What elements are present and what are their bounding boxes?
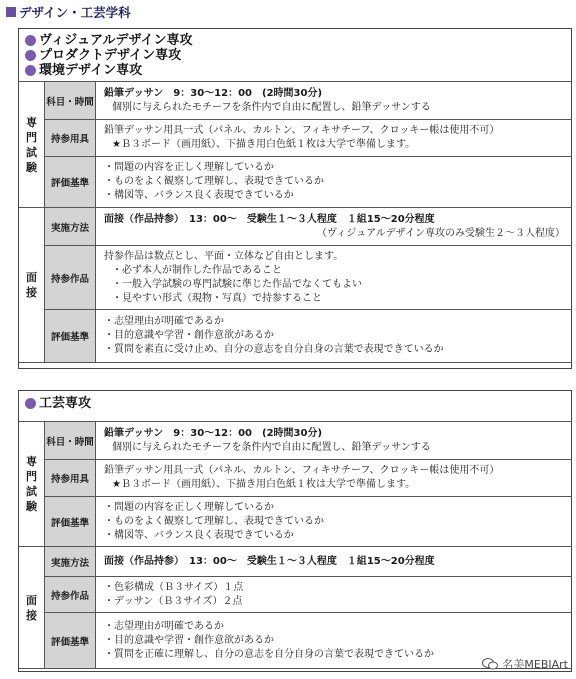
table-row	[19, 497, 571, 547]
table-row	[19, 82, 571, 120]
section-visual-product-environment	[18, 28, 572, 369]
row-content: 鉛筆デッサン用具一式（パネル、カルトン、フィキサチーフ、クロッキー帳は使用不可） ★Ｂ３ボード（画用紙）、下描き用白色紙１枚は大学で準備します。	[96, 460, 572, 497]
exam-table	[19, 81, 571, 363]
row-label: 実施方法	[45, 208, 96, 246]
row-label: 科目・時間	[45, 82, 96, 120]
row-content: ・問題の内容を正しく理解しているか ・ものをよく観察して理解し、表現できているか ・構図等、バランス良く表現できているか	[96, 157, 572, 208]
major-list	[19, 391, 571, 421]
row-label: 持参用具	[45, 120, 96, 157]
table-row	[19, 460, 571, 497]
table-row	[19, 157, 571, 208]
row-content: 持参作品は数点とし、平面・立体など自由とします。 ・必ず本人が制作した作品であること ・一般入学試験の専門試験に準じた作品でなくてもよい ・見やすい形式（現物・写真）で持参すること	[96, 246, 572, 310]
specialty-exam-category: 専門試験	[19, 82, 45, 208]
row-content: 鉛筆デッサン用具一式（パネル、カルトン、フィキサチーフ、クロッキー帳は使用不可） ★Ｂ３ボード（画用紙）、下描き用白色紙１枚は大学で準備します。	[96, 120, 572, 157]
specialty-exam-category: 専門試験	[19, 422, 45, 547]
major-item: 工芸専攻	[25, 396, 571, 411]
table-row	[19, 120, 571, 157]
row-content: 鉛筆デッサン 9：30～12：00 (2時間30分) 個別に与えられたモチーフを条件内で自由に配置し、鉛筆デッサンする	[96, 82, 572, 120]
exam-table	[19, 421, 571, 669]
row-label: 科目・時間	[45, 422, 96, 460]
row-content: ・問題の内容を正しく理解しているか ・ものをよく観察して理解し、表現できているか ・構図等、バランス良く表現できているか	[96, 497, 572, 547]
row-label: 持参作品	[45, 246, 96, 310]
wechat-icon	[482, 658, 498, 670]
watermark-text: 名美MEBIArt	[502, 658, 568, 671]
row-label: 評価基準	[45, 157, 96, 208]
row-content: ・志望理由が明確であるか ・目的意識や学習・創作意欲があるか ・質問を正確に理解し、自分の意志を自分自身の言葉で表現できているか	[96, 613, 572, 669]
major-item: プロダクトデザイン専攻	[25, 48, 571, 63]
row-label: 評価基準	[45, 613, 96, 669]
bullet-dot-icon	[25, 50, 36, 61]
major-list	[19, 29, 571, 81]
row-label: 実施方法	[45, 547, 96, 577]
section-crafts	[18, 390, 572, 672]
row-content: ・志望理由が明確であるか ・目的意識や学習・創作意欲があるか ・質問を素直に受け止め、自分の意志を自分自身の言葉で表現できているか	[96, 310, 572, 363]
table-row	[19, 208, 571, 246]
page-heading	[6, 3, 131, 21]
heading-square-icon	[6, 7, 16, 17]
table-row	[19, 310, 571, 363]
table-row	[19, 577, 571, 613]
major-item: 環境デザイン専攻	[25, 63, 571, 78]
row-label: 評価基準	[45, 310, 96, 363]
row-content: 鉛筆デッサン 9：30～12：00 (2時間30分) 個別に与えられたモチーフを条件内で自由に配置し、鉛筆デッサンする	[96, 422, 572, 460]
watermark	[482, 656, 568, 672]
interview-category: 面接	[19, 547, 45, 669]
row-label: 評価基準	[45, 497, 96, 547]
page-title: デザイン・工芸学科	[19, 5, 131, 20]
row-content: 面接（作品持参） 13：00～ 受験生１～３人程度 １組15～20分程度 （ヴィジュアルデザイン専攻のみ受験生２～３人程度）	[96, 208, 572, 246]
major-item: ヴィジュアルデザイン専攻	[25, 33, 571, 48]
row-content: ・色彩構成（Ｂ３サイズ）１点 ・デッサン（Ｂ３サイズ）２点	[96, 577, 572, 613]
row-content: 面接（作品持参） 13：00～ 受験生１～３人程度 １組15～20分程度	[96, 547, 572, 577]
table-row	[19, 422, 571, 460]
row-label: 持参用具	[45, 460, 96, 497]
table-row	[19, 547, 571, 577]
bullet-dot-icon	[25, 35, 36, 46]
interview-category: 面接	[19, 208, 45, 363]
row-label: 持参作品	[45, 577, 96, 613]
table-row	[19, 246, 571, 310]
bullet-dot-icon	[25, 398, 36, 409]
bullet-dot-icon	[25, 65, 36, 76]
